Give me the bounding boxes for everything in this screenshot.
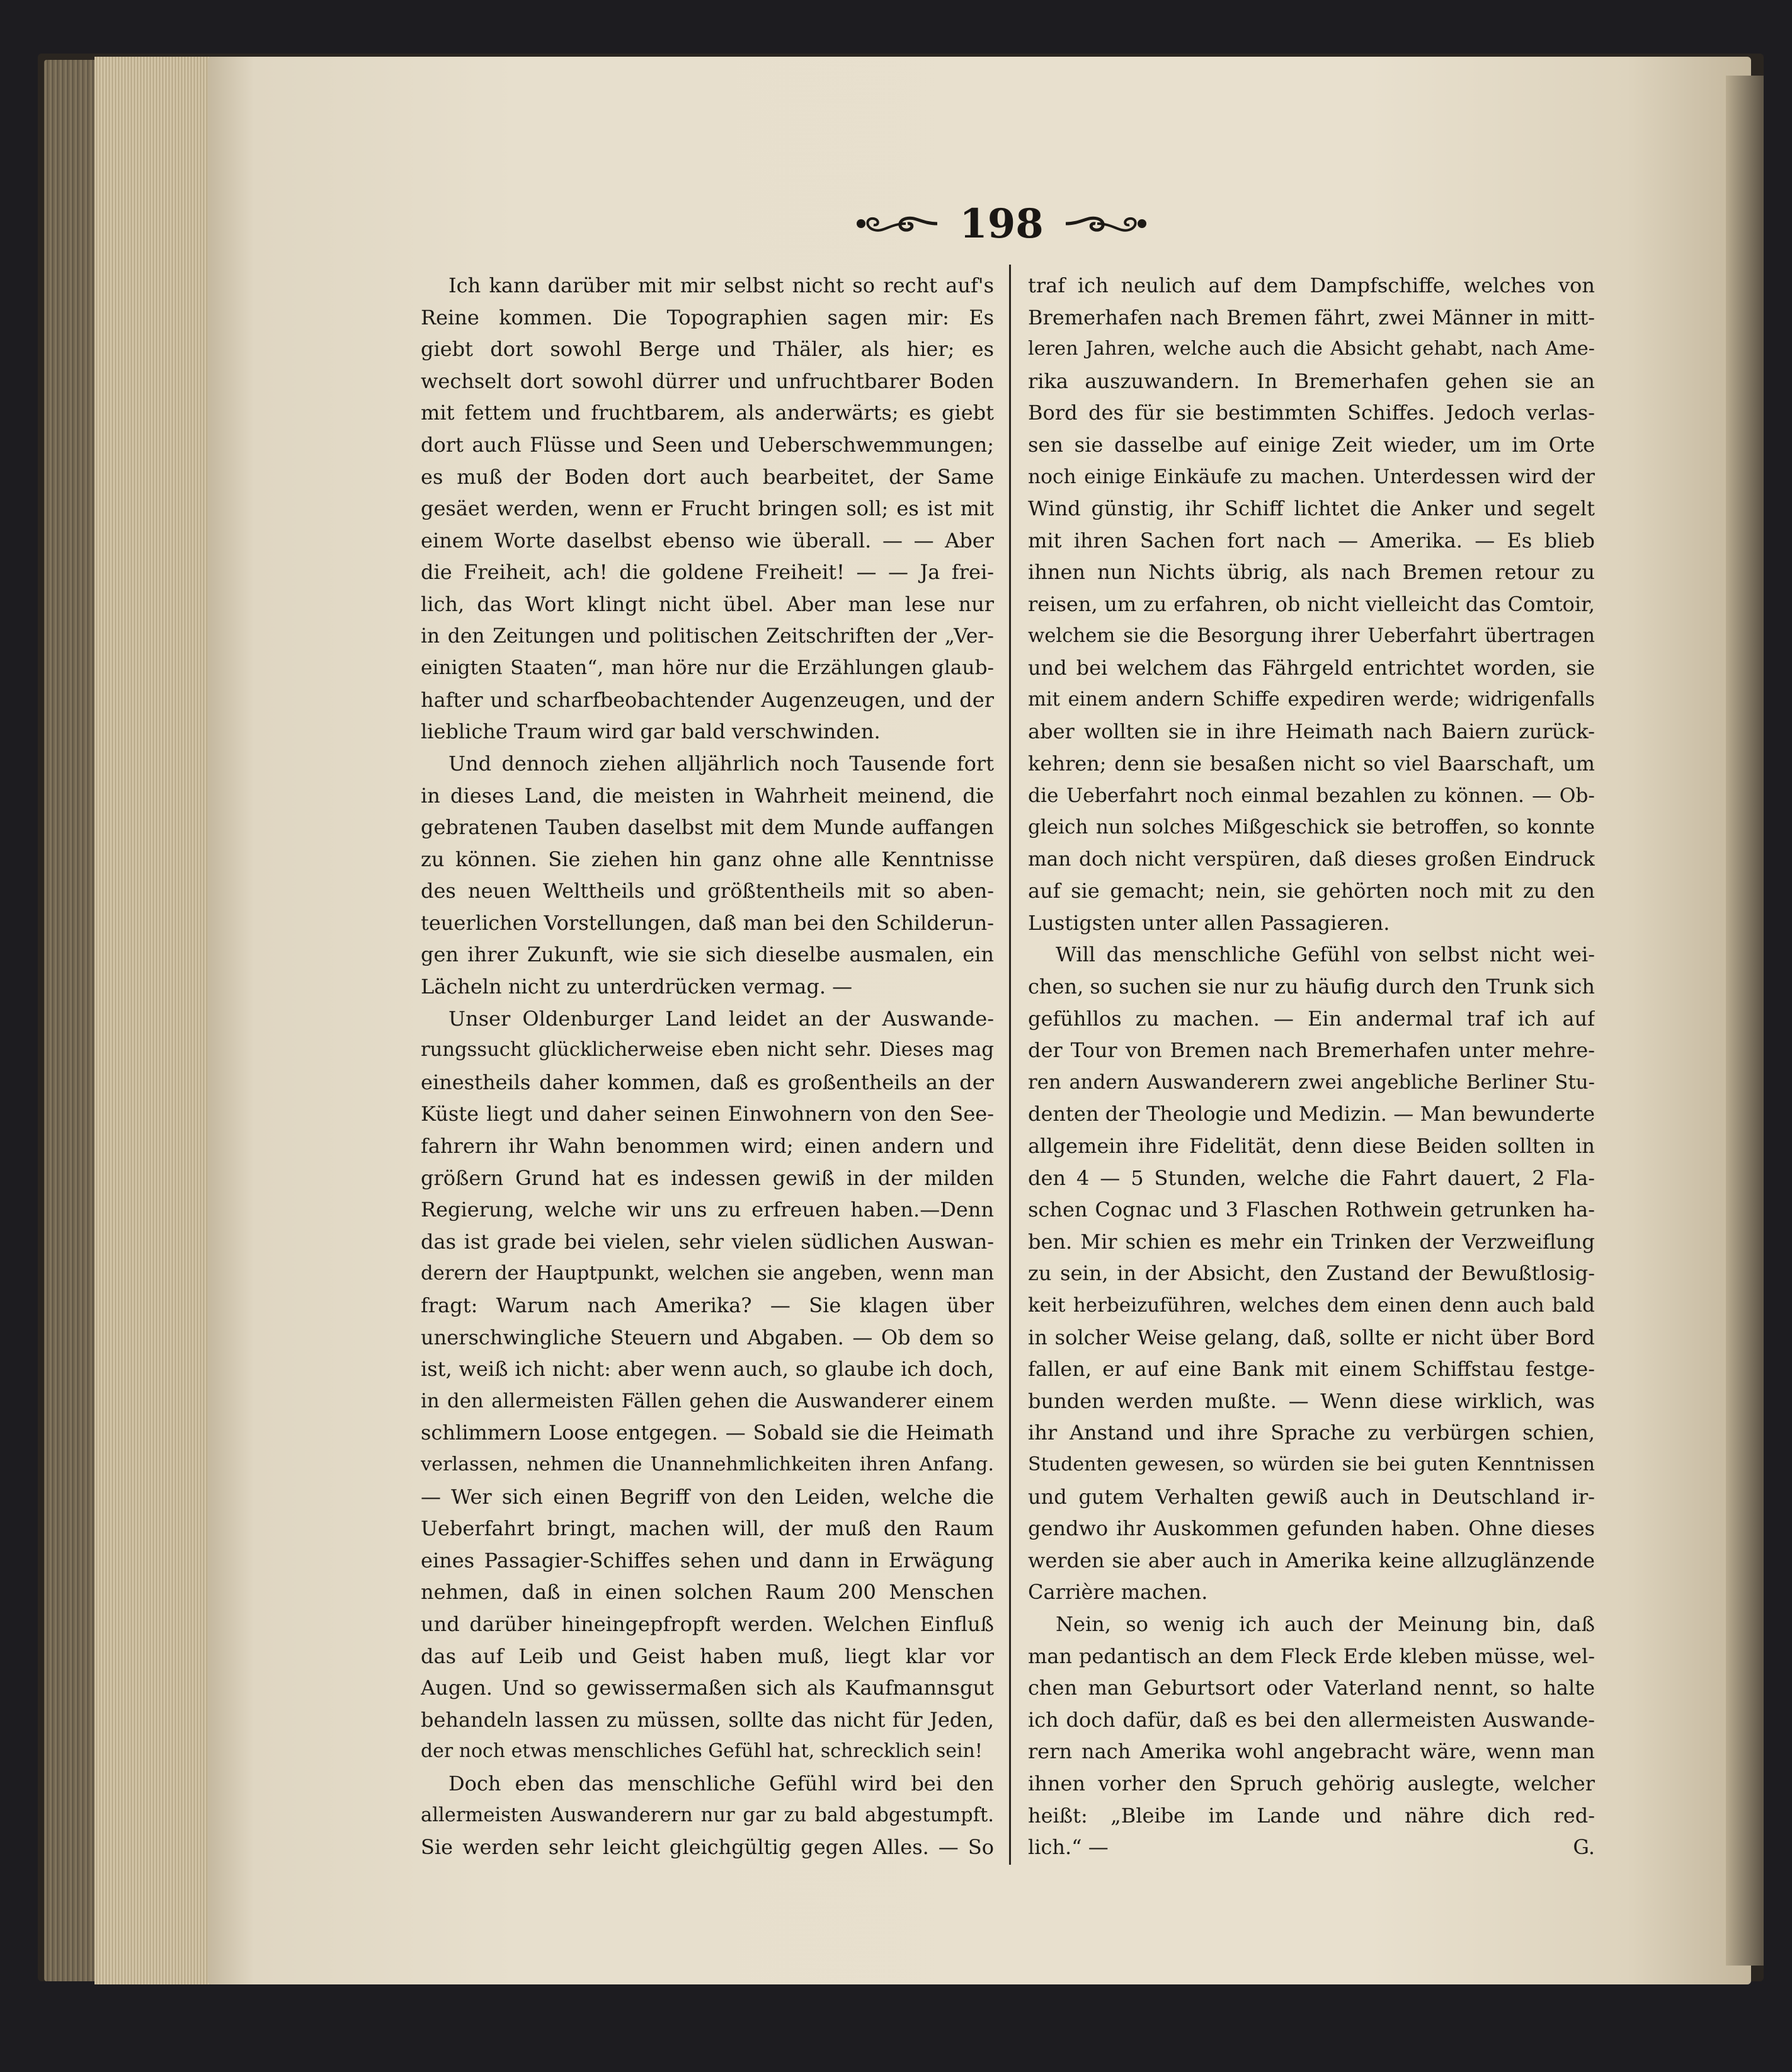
text-line: nehmen, daß in einen solchen Raum 200 Menschen (421, 1580, 994, 1605)
text-line: Doch eben das menschliche Gefühl wird bei den (448, 1771, 994, 1795)
text-line: chen, so suchen sie nur zu häufig durch den Trunk sich (1028, 975, 1595, 999)
text-line: in den allermeisten Fällen gehen die Auswanderer einem (421, 1389, 994, 1412)
text-line: Augen. Und so gewissermaßen sich als Kaufmannsgut (421, 1676, 994, 1700)
text-line: Ich kann darüber mit mir selbst nicht so recht auf's (448, 273, 994, 297)
text-line: ihr Anstand und ihre Sprache zu verbürgen schien, (1028, 1421, 1595, 1445)
text-line: Unser Oldenburger Land leidet an der Auswande- (448, 1006, 994, 1031)
text-line: denten der Theologie und Medizin. — Man bewunderte (1028, 1102, 1595, 1126)
text-line: noch einige Einkäufe zu machen. Unterdessen wird der (1028, 465, 1595, 488)
text-line: leren Jahren, welche auch die Absicht gehabt, nach Ame- (1028, 338, 1595, 360)
text-line: allgemein ihre Fidelität, denn diese Beiden sollten in (1028, 1134, 1595, 1159)
text-line: gebratenen Tauben daselbst mit dem Munde auffangen (421, 815, 994, 840)
text-line: welchem sie die Besorgung ihrer Ueberfahrt übertragen (1028, 624, 1595, 647)
text-line: fragt: Warum nach Amerika? — Sie klagen über (421, 1293, 994, 1317)
text-line: reisen, um zu erfahren, ob nicht vielleicht das Comtoir, (1028, 592, 1595, 616)
book-gutter (1726, 76, 1764, 1966)
text-line: und bei welchem das Fährgeld entrichtet worden, sie (1028, 656, 1595, 680)
text-line: behandeln lassen zu müssen, sollte das nicht für Jeden, (421, 1707, 994, 1732)
text-line: — Wer sich einen Begriff von den Leiden, welche die (421, 1484, 994, 1509)
text-line: Bremerhafen nach Bremen fährt, zwei Männer in mitt- (1028, 305, 1595, 329)
text-line: Wind günstig, ihr Schiff lichtet die Anker und segelt (1028, 496, 1595, 521)
text-line: des neuen Welttheils und größtentheils mit so aben- (421, 879, 994, 903)
text-line: gen ihrer Zukunft, wie sie sich dieselbe ausmalen, ein (421, 942, 994, 967)
page-stack (94, 57, 214, 1984)
text-line: der Tour von Bremen nach Bremerhafen unter mehre- (1028, 1038, 1595, 1063)
text-line: Lustigsten unter allen Passagieren. (1028, 910, 1390, 935)
text-line: in dieses Land, die meisten in Wahrheit meinend, die (421, 783, 994, 808)
text-line: kehren; denn sie besaßen nicht so viel Baarschaft, um (1028, 751, 1595, 776)
text-line: fallen, er auf eine Bank mit einem Schiffstau festge- (1028, 1357, 1595, 1382)
text-line: man doch nicht verspüren, daß dieses großen Eindruck (1028, 847, 1595, 871)
right-text-column (1028, 270, 1595, 1863)
text-line: ben. Mir schien es mehr ein Trinken der Verzweiflung (1028, 1229, 1595, 1254)
text-line: schlimmern Loose entgegen. — Sobald sie die Heimath (421, 1421, 994, 1445)
text-line: keit herbeizuführen, welches dem einen denn auch bald (1028, 1294, 1595, 1317)
text-line: chen man Geburtsort oder Vaterland nennt, so halte (1028, 1676, 1595, 1700)
text-line: gefühllos zu machen. — Ein andermal traf ich auf (1028, 1006, 1595, 1031)
text-line: mit einem andern Schiffe expediren werde; widrigenfalls (1028, 688, 1595, 711)
text-line: Ueberfahrt bringt, machen will, der muß den Raum (421, 1516, 994, 1541)
text-line: der noch etwas menschliches Gefühl hat, schrecklich sein! (421, 1740, 983, 1763)
text-line: allermeisten Auswanderern nur gar zu bald abgestumpft. (421, 1804, 994, 1826)
closing-text: lich.“ — (1028, 1835, 1109, 1860)
text-line: giebt dort sowohl Berge und Thäler, als hier; es (421, 337, 994, 362)
text-line: einem Worte daselbst ebenso wie überall. — — Aber (421, 528, 994, 552)
text-line: und gutem Verhalten gewiß auch in Deutschland ir- (1028, 1484, 1595, 1509)
text-line: fahrern ihr Wahn benommen wird; einen andern und (421, 1134, 994, 1159)
column-divider (1009, 265, 1011, 1865)
text-line: eines Passagier-Schiffes sehen und dann in Erwägung (421, 1548, 994, 1572)
left-text-column (421, 270, 994, 1863)
text-line: die Freiheit, ach! die goldene Freiheit! — — Ja frei- (421, 560, 994, 585)
text-line: einestheils daher kommen, daß es großentheils an der (421, 1070, 994, 1094)
text-line: ist, weiß ich nicht: aber wenn auch, so glaube ich doch, (421, 1357, 994, 1382)
text-line: rern nach Amerika wohl angebracht wäre, wenn man (1028, 1739, 1595, 1764)
text-line: aber wollten sie in ihre Heimath nach Baiern zurück- (1028, 719, 1595, 744)
text-line: rungssucht glücklicherweise eben nicht sehr. Dieses mag (421, 1039, 994, 1062)
text-line: bunden werden mußte. — Wenn diese wirklich, was (1028, 1388, 1595, 1413)
text-line: den 4 — 5 Stunden, welche die Fahrt dauert, 2 Fla- (1028, 1165, 1595, 1190)
text-line: lich, das Wort klingt nicht übel. Aber man lese nur (421, 592, 994, 616)
page-number: 198 (959, 200, 1044, 248)
text-line: es muß der Boden dort auch bearbeitet, der Same (421, 464, 994, 489)
text-line: ich doch dafür, daß es bei den allermeisten Auswande- (1028, 1707, 1595, 1732)
text-line: zu können. Sie ziehen hin ganz ohne alle Kenntnisse (421, 847, 994, 871)
text-line: teuerlichen Vorstellungen, daß man bei den Schilderun- (421, 910, 994, 935)
text-line: Nein, so wenig ich auch der Meinung bin, daß (1056, 1611, 1595, 1636)
text-line: Will das menschliche Gefühl von selbst nicht wei- (1056, 942, 1595, 967)
text-line: ren andern Auswanderern zwei angebliche Berliner Stu- (1028, 1070, 1595, 1094)
text-line: heißt: „Bleibe im Lande und nähre dich red- (1028, 1803, 1595, 1828)
text-line: rika auszuwandern. In Bremerhafen gehen sie an (1028, 369, 1595, 393)
text-line: mit fettem und fruchtbarem, als anderwärts; es giebt (421, 401, 994, 425)
text-line: Carrière machen. (1028, 1580, 1208, 1605)
text-line: Studenten gewesen, so würden sie bei guten Kenntnissen (1028, 1453, 1595, 1475)
text-line: Und dennoch ziehen alljährlich noch Tausende fort (448, 751, 994, 776)
right-ornament-icon (1063, 205, 1151, 243)
text-line: mit ihren Sachen fort nach — Amerika. — Es blieb (1028, 528, 1595, 552)
left-ornament-icon (852, 205, 940, 243)
text-line: Reine kommen. Die Topographien sagen mir: Es (421, 305, 994, 329)
text-line: das auf Leib und Geist haben muß, liegt klar vor (421, 1644, 994, 1668)
text-line: Bord des für sie bestimmten Schiffes. Jedoch verlas- (1028, 401, 1595, 425)
text-line: traf ich neulich auf dem Dampfschiffe, welches von (1028, 273, 1595, 297)
text-line: unerschwingliche Steuern und Abgaben. — Ob dem so (421, 1325, 994, 1349)
text-line: ihnen vorher den Spruch gehörig auslegte, welcher (1028, 1771, 1595, 1795)
text-line: gendwo ihr Auskommen gefunden haben. Ohne dieses (1028, 1516, 1595, 1541)
text-line: gleich nun solches Mißgeschick sie betroffen, so konnte (1028, 816, 1595, 839)
closing-line (1028, 1831, 1595, 1863)
text-line: in den Zeitungen und politischen Zeitschriften der „Ver- (421, 624, 994, 648)
text-line: die Ueberfahrt noch einmal bezahlen zu können. — Ob- (1028, 784, 1595, 807)
text-line: gesäet werden, wenn er Frucht bringen soll; es ist mit (421, 496, 994, 521)
text-line: schen Cognac und 3 Flaschen Rothwein getrunken ha- (1028, 1198, 1595, 1222)
text-line: Küste liegt und daher seinen Einwohnern von den See- (421, 1102, 994, 1126)
author-signature: G. (1573, 1835, 1595, 1860)
text-line: das ist grade bei vielen, sehr vielen südlichen Auswan- (421, 1229, 994, 1254)
text-line: man pedantisch an dem Fleck Erde kleben müsse, wel- (1028, 1644, 1595, 1668)
text-line: auf sie gemacht; nein, sie gehörten noch mit zu den (1028, 879, 1595, 903)
text-line: zu sein, in der Absicht, den Zustand der Bewußtlosig- (1028, 1261, 1595, 1286)
text-line: einigten Staaten“, man höre nur die Erzählungen glaub- (421, 656, 994, 680)
text-line: in solcher Weise gelang, daß, sollte er nicht über Bord (1028, 1325, 1595, 1349)
text-line: sen sie dasselbe auf einige Zeit wieder, um im Orte (1028, 432, 1595, 457)
text-line: liebliche Traum wird gar bald verschwinden. (421, 719, 881, 744)
text-line: Lächeln nicht zu unterdrücken vermag. — (421, 975, 853, 999)
page-header (844, 189, 1159, 258)
text-line: ihnen nun Nichts übrig, als nach Bremen retour zu (1028, 560, 1595, 585)
text-line: Regierung, welche wir uns zu erfreuen haben.—Denn (421, 1198, 994, 1222)
text-line: verlassen, nehmen die Unannehmlichkeiten ihren Anfang. (421, 1453, 994, 1475)
text-line: wechselt dort sowohl dürrer und unfruchtbarer Boden (421, 369, 994, 393)
text-line: Sie werden sehr leicht gleichgültig gegen Alles. — So (421, 1835, 994, 1860)
text-line: hafter und scharfbeobachtender Augenzeugen, und der (421, 687, 994, 712)
text-line: dort auch Flüsse und Seen und Ueberschwemmungen; (421, 432, 994, 457)
text-line: und darüber hineingepfropft werden. Welchen Einfluß (421, 1611, 994, 1636)
text-line: werden sie aber auch in Amerika keine allzuglänzende (1028, 1548, 1595, 1572)
text-line: größern Grund hat es indessen gewiß in der milden (421, 1165, 994, 1190)
text-line: derern der Hauptpunkt, welchen sie angeben, wenn man (421, 1262, 994, 1285)
